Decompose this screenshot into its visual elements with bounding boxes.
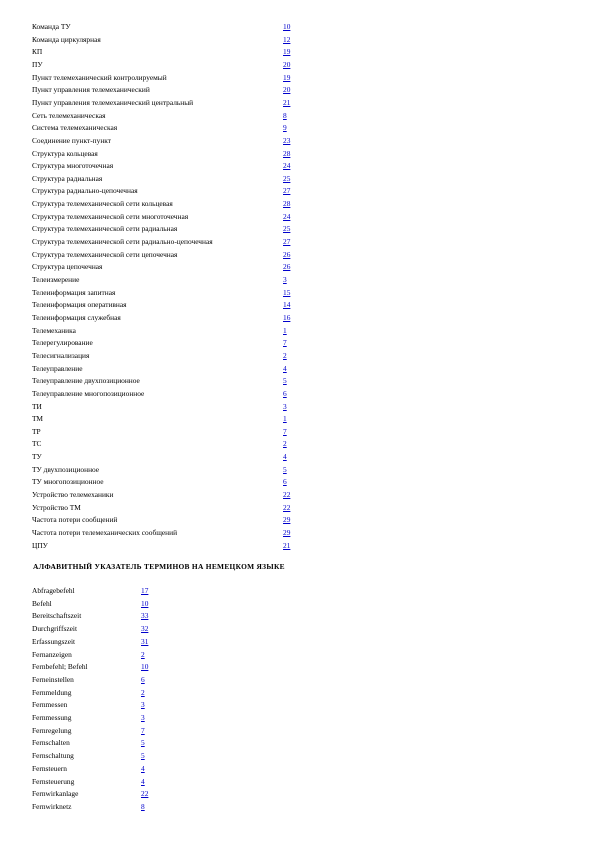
index-term: Телеуправление (32, 363, 83, 373)
index-entry (32, 85, 303, 94)
index-entry (32, 611, 161, 620)
index-term: Структура телемеханической сети радиально-цепочечная (32, 237, 213, 247)
index-term: Устройство ТМ (32, 502, 81, 512)
index-term: Erfassungszeit (32, 636, 76, 646)
index-entry (32, 47, 303, 56)
index-term: Fernmessen (32, 700, 68, 710)
index-ref-link[interactable]: 4 (141, 763, 145, 773)
index-entry (32, 650, 161, 659)
index-entry (32, 713, 161, 722)
index-ref-link[interactable]: 25 (283, 224, 291, 234)
index-ref-link[interactable]: 10 (141, 598, 149, 608)
index-ref-link[interactable]: 29 (283, 515, 291, 525)
index-term: Пункт управления телемеханический (32, 85, 150, 95)
index-ref-link[interactable]: 28 (283, 199, 291, 209)
index-term: Команда ТУ (32, 22, 71, 31)
index-ref-link[interactable]: 9 (283, 123, 287, 133)
index-ref-link[interactable]: 10 (283, 22, 291, 31)
index-entry (32, 675, 161, 684)
index-term: ТМ (32, 414, 43, 424)
index-entry (32, 515, 303, 524)
index-ref-link[interactable]: 1 (283, 325, 287, 335)
index-entry (32, 123, 303, 132)
index-entry (32, 637, 161, 646)
index-term: Телеуправление многопозиционное (32, 388, 145, 398)
index-ref-link[interactable]: 27 (283, 237, 291, 247)
index-term: Структура телемеханической сети кольцевая (32, 199, 173, 209)
index-term: ПУ (32, 59, 43, 69)
index-entry (32, 789, 161, 798)
index-ref-link[interactable]: 16 (283, 312, 291, 322)
index-entry (32, 98, 303, 107)
index-term: Fernregelung (32, 725, 72, 735)
index-term: КП (32, 47, 43, 57)
index-ref-link[interactable]: 26 (283, 262, 291, 272)
index-ref-link[interactable]: 21 (283, 97, 291, 107)
index-term: Структура радиально-цепочечная (32, 186, 138, 196)
index-ref-link[interactable]: 19 (283, 47, 291, 57)
index-term: Fernmeldung (32, 687, 72, 697)
index-ref-link[interactable]: 3 (283, 275, 287, 284)
index-term: Bereitschaftszeit (32, 611, 82, 621)
index-ref-link[interactable]: 24 (283, 211, 291, 221)
index-term: Fernmessung (32, 713, 72, 722)
index-ref-link[interactable]: 21 (283, 540, 291, 550)
index-ref-link[interactable]: 3 (141, 713, 145, 722)
index-ref-link[interactable]: 23 (283, 135, 291, 145)
index-ref-link[interactable]: 28 (283, 148, 291, 158)
index-ref-link[interactable]: 2 (141, 687, 145, 697)
index-term: Структура кольцевая (32, 148, 98, 158)
index-ref-link[interactable]: 3 (141, 700, 145, 710)
index-entry (32, 111, 303, 120)
index-ref-link[interactable]: 4 (141, 776, 145, 786)
index-term: ТУ (32, 452, 42, 462)
index-entry (32, 751, 161, 760)
index-ref-link[interactable]: 3 (283, 401, 287, 411)
index-ref-link[interactable]: 26 (283, 249, 291, 259)
index-term: Телеинформация оперативная (32, 300, 127, 310)
index-ref-link[interactable]: 14 (283, 300, 291, 310)
index-ref-link[interactable]: 22 (283, 502, 291, 512)
index-term: Структура многоточечная (32, 161, 114, 171)
index-entry (32, 541, 303, 550)
index-term: Структура телемеханической сети многоточечная (32, 211, 189, 221)
index-ref-link[interactable]: 7 (283, 426, 287, 436)
index-term: Durchgriffszeit (32, 624, 78, 634)
index-term: Abfragebefehl (32, 586, 75, 595)
index-entry (32, 237, 303, 246)
index-term: Ferneinstellen (32, 674, 74, 684)
index-entry (32, 275, 303, 284)
index-term: Телеинформация запитная (32, 287, 116, 297)
index-entry (32, 136, 303, 145)
index-ref-link[interactable]: 27 (283, 186, 291, 196)
index-term: Частота потери сообщений (32, 515, 118, 525)
index-entry (32, 224, 303, 233)
index-ref-link[interactable]: 24 (283, 161, 291, 171)
index-term: Телеизмерение (32, 275, 80, 284)
index-term: Fernschaltung (32, 751, 74, 761)
index-ref-link[interactable]: 31 (141, 636, 149, 646)
index-term: ТУ многопозиционное (32, 477, 104, 487)
index-entry (32, 149, 303, 158)
index-term: Структура радиальная (32, 173, 103, 183)
index-term: Fernwirkanlage (32, 789, 79, 799)
index-entry (32, 35, 303, 44)
index-term: Befehl (32, 598, 52, 608)
index-ref-link[interactable]: 20 (283, 59, 291, 69)
index-entry (32, 503, 303, 512)
index-term: Телесигнализация (32, 350, 90, 360)
german-index-heading: АЛФАВИТНЫЙ УКАЗАТЕЛЬ ТЕРМИНОВ НА НЕМЕЦКОМ ЯЗЫКЕ (33, 562, 285, 571)
index-term: ТС (32, 439, 42, 449)
index-term: Структура цепочечная (32, 262, 103, 272)
index-entry (32, 802, 161, 811)
index-term: ТУ двухпозиционное (32, 464, 100, 474)
index-term: Телерегулирование (32, 338, 93, 348)
index-entry (32, 376, 303, 385)
index-term: ТР (32, 426, 41, 436)
index-entry (32, 586, 161, 595)
index-entry (32, 738, 161, 747)
index-entry (32, 599, 161, 608)
index-entry (32, 726, 161, 735)
index-entry (32, 688, 161, 697)
index-ref-link[interactable]: 6 (283, 477, 287, 487)
index-entry (32, 477, 303, 486)
index-entry (32, 288, 303, 297)
index-entry (32, 389, 303, 398)
index-ref-link[interactable]: 5 (283, 376, 287, 386)
index-term: Пункт управления телемеханический центральный (32, 97, 194, 107)
index-entry (32, 427, 303, 436)
index-entry (32, 250, 303, 259)
index-term: Телемеханика (32, 325, 76, 335)
index-ref-link[interactable]: 33 (141, 611, 149, 621)
index-term: Телеинформация служебная (32, 312, 121, 322)
index-term: Сеть телемеханическая (32, 110, 106, 120)
index-entry (32, 161, 303, 170)
index-ref-link[interactable]: 1 (283, 414, 287, 424)
index-entry (32, 199, 303, 208)
index-ref-link[interactable]: 5 (141, 751, 145, 761)
index-ref-link[interactable]: 22 (141, 789, 149, 799)
index-entry (32, 528, 303, 537)
index-entry (32, 700, 161, 709)
index-entry (32, 777, 161, 786)
index-ref-link[interactable]: 22 (283, 490, 291, 500)
index-entry (32, 73, 303, 82)
index-entry (32, 212, 303, 221)
index-ref-link[interactable]: 5 (283, 464, 287, 474)
index-ref-link[interactable]: 8 (283, 110, 287, 120)
index-ref-link[interactable]: 4 (283, 452, 287, 462)
index-ref-link[interactable]: 29 (283, 528, 291, 537)
index-ref-link[interactable]: 2 (283, 350, 287, 360)
index-entry (32, 364, 303, 373)
index-term: Устройство телемеханики (32, 490, 114, 500)
index-ref-link[interactable]: 7 (283, 338, 287, 348)
index-entry (32, 764, 161, 773)
index-ref-link[interactable]: 25 (283, 173, 291, 183)
index-ref-link[interactable]: 20 (283, 85, 291, 95)
index-entry (32, 662, 161, 671)
index-term: Соединение пункт-пункт (32, 135, 112, 145)
index-ref-link[interactable]: 8 (141, 801, 145, 811)
index-entry (32, 174, 303, 183)
index-term: Система телемеханическая (32, 123, 118, 133)
index-ref-link[interactable]: 10 (141, 662, 149, 672)
index-term: Fernanzeigen (32, 649, 72, 659)
index-entry (32, 490, 303, 499)
index-ref-link[interactable]: 12 (283, 34, 291, 44)
index-ref-link[interactable]: 6 (141, 674, 145, 684)
index-term: Fernwirknetz (32, 801, 72, 811)
index-ref-link[interactable]: 15 (283, 287, 291, 297)
index-term: Команда циркулярная (32, 34, 101, 44)
index-term: ЦПУ (32, 540, 48, 550)
index-ref-link[interactable]: 6 (283, 388, 287, 398)
index-term: Телеуправление двухпозиционное (32, 376, 140, 386)
index-entry (32, 300, 303, 309)
index-ref-link[interactable]: 2 (283, 439, 287, 449)
index-ref-link[interactable]: 7 (141, 725, 145, 735)
index-term: Fernsteuerung (32, 776, 75, 786)
index-ref-link[interactable]: 19 (283, 72, 291, 82)
index-ref-link[interactable]: 5 (141, 738, 145, 748)
index-entry (32, 351, 303, 360)
index-term: Fernschalten (32, 738, 70, 748)
index-ref-link[interactable]: 4 (283, 363, 287, 373)
index-entry (32, 186, 303, 195)
index-entry (32, 313, 303, 322)
index-ref-link[interactable]: 17 (141, 586, 149, 595)
index-entry (32, 262, 303, 271)
index-term: Структура телемеханической сети радиальная (32, 224, 178, 234)
index-term: Fernsteuern (32, 763, 67, 773)
index-ref-link[interactable]: 32 (141, 624, 149, 634)
index-term: Fernbefehl; Befehl (32, 662, 88, 672)
index-entry (32, 439, 303, 448)
index-ref-link[interactable]: 2 (141, 649, 145, 659)
index-entry (32, 624, 161, 633)
index-term: ТИ (32, 401, 42, 411)
index-entry (32, 22, 303, 31)
index-term: Частота потери телемеханических сообщений (32, 528, 178, 537)
index-term: Структура телемеханической сети цепочечная (32, 249, 178, 259)
index-entry (32, 60, 303, 69)
index-entry (32, 414, 303, 423)
index-entry (32, 338, 303, 347)
index-entry (32, 452, 303, 461)
index-entry (32, 326, 303, 335)
index-entry (32, 402, 303, 411)
index-term: Пункт телемеханический контролируемый (32, 72, 167, 82)
index-entry (32, 465, 303, 474)
